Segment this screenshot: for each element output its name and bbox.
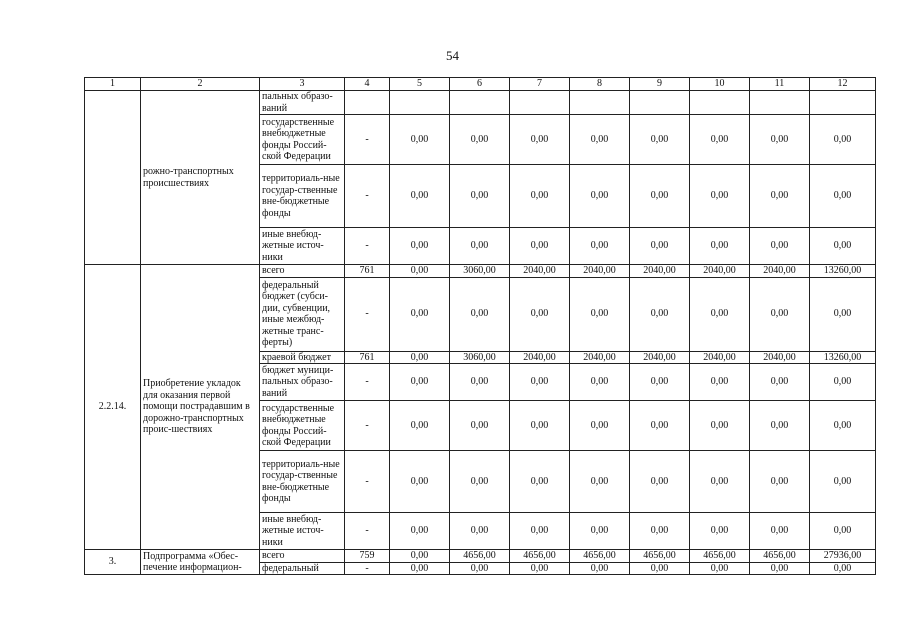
header-cell: 5	[390, 78, 450, 91]
amount-cell: 2040,00	[570, 351, 630, 364]
header-cell: 3	[260, 78, 345, 91]
amount-cell: 0,00	[390, 165, 450, 228]
amount-cell: 0,00	[390, 401, 450, 451]
funding-source: всего	[260, 550, 345, 563]
amount-cell: 0,00	[450, 451, 510, 513]
amount-cell: 4656,00	[750, 550, 810, 563]
amount-cell: 0,00	[810, 277, 876, 351]
funding-source: иные внебюд-жетные источ-ники	[260, 513, 345, 550]
item-name: рожно-транспортных происшествиях	[141, 91, 260, 265]
amount-cell: 0,00	[390, 351, 450, 364]
amount-cell: 0,00	[510, 115, 570, 165]
amount-cell: 0,00	[570, 513, 630, 550]
amount-cell: 4656,00	[450, 550, 510, 563]
funding-source: иные внебюд-жетные источ-ники	[260, 228, 345, 265]
amount-cell	[630, 91, 690, 115]
item-name: Подпрограмма «Обес-печение информацион-	[141, 550, 260, 575]
amount-cell: 0,00	[810, 228, 876, 265]
amount-cell: 0,00	[630, 451, 690, 513]
column-4-value	[345, 91, 390, 115]
amount-cell: 0,00	[630, 562, 690, 575]
amount-cell: 4656,00	[510, 550, 570, 563]
budget-table	[84, 77, 876, 575]
amount-cell: 0,00	[390, 277, 450, 351]
column-4-value: -	[345, 401, 390, 451]
amount-cell: 0,00	[510, 364, 570, 401]
amount-cell: 0,00	[690, 562, 750, 575]
amount-cell: 0,00	[390, 364, 450, 401]
amount-cell: 4656,00	[690, 550, 750, 563]
column-4-value: -	[345, 513, 390, 550]
amount-cell: 0,00	[390, 562, 450, 575]
amount-cell: 0,00	[750, 513, 810, 550]
amount-cell: 0,00	[750, 364, 810, 401]
amount-cell: 4656,00	[570, 550, 630, 563]
amount-cell	[750, 91, 810, 115]
header-cell: 12	[810, 78, 876, 91]
amount-cell: 0,00	[630, 277, 690, 351]
amount-cell: 0,00	[630, 513, 690, 550]
amount-cell: 0,00	[390, 228, 450, 265]
amount-cell: 13260,00	[810, 351, 876, 364]
amount-cell: 0,00	[750, 228, 810, 265]
amount-cell: 0,00	[690, 401, 750, 451]
amount-cell: 0,00	[390, 513, 450, 550]
amount-cell: 0,00	[510, 165, 570, 228]
funding-source: бюджет муници-пальных образо-ваний	[260, 364, 345, 401]
funding-source: федеральный бюджет (субси-дии, субвенции, иные межбюд-жетные транс-ферты)	[260, 277, 345, 351]
table-body	[85, 78, 876, 575]
amount-cell: 0,00	[810, 115, 876, 165]
header-cell: 2	[141, 78, 260, 91]
table-row	[85, 91, 876, 115]
column-4-value: -	[345, 228, 390, 265]
amount-cell: 0,00	[810, 562, 876, 575]
header-cell: 8	[570, 78, 630, 91]
table-row	[85, 265, 876, 278]
funding-source: территориаль-ные государ-ственные вне-бюджетные фонды	[260, 165, 345, 228]
column-4-value: -	[345, 451, 390, 513]
amount-cell: 0,00	[510, 277, 570, 351]
amount-cell: 0,00	[450, 115, 510, 165]
amount-cell: 0,00	[690, 228, 750, 265]
amount-cell: 0,00	[510, 401, 570, 451]
amount-cell: 0,00	[630, 165, 690, 228]
amount-cell: 0,00	[810, 165, 876, 228]
table-row	[85, 550, 876, 563]
amount-cell: 0,00	[390, 550, 450, 563]
column-4-value: -	[345, 277, 390, 351]
amount-cell: 0,00	[570, 115, 630, 165]
amount-cell: 0,00	[810, 401, 876, 451]
amount-cell: 0,00	[450, 228, 510, 265]
item-name: Приобретение укладок для оказания первой помощи пострадавшим в дорожно-транспортных проис-шествиях	[141, 265, 260, 550]
item-code: 3.	[85, 550, 141, 575]
amount-cell: 0,00	[390, 115, 450, 165]
amount-cell: 0,00	[570, 451, 630, 513]
amount-cell: 0,00	[630, 115, 690, 165]
funding-source: государственные внебюджетные фонды Россий-ской Федерации	[260, 115, 345, 165]
column-4-value: -	[345, 562, 390, 575]
amount-cell: 0,00	[630, 228, 690, 265]
amount-cell: 0,00	[630, 401, 690, 451]
amount-cell	[510, 91, 570, 115]
amount-cell: 4656,00	[630, 550, 690, 563]
funding-source: федеральный	[260, 562, 345, 575]
header-cell: 1	[85, 78, 141, 91]
amount-cell: 0,00	[450, 277, 510, 351]
amount-cell: 0,00	[510, 451, 570, 513]
header-cell: 4	[345, 78, 390, 91]
amount-cell: 0,00	[450, 165, 510, 228]
amount-cell: 0,00	[450, 401, 510, 451]
amount-cell: 0,00	[750, 562, 810, 575]
amount-cell: 0,00	[390, 451, 450, 513]
column-4-value: -	[345, 165, 390, 228]
amount-cell: 0,00	[750, 277, 810, 351]
amount-cell: 2040,00	[750, 351, 810, 364]
amount-cell: 3060,00	[450, 265, 510, 278]
header-cell: 7	[510, 78, 570, 91]
amount-cell: 2040,00	[630, 265, 690, 278]
amount-cell: 0,00	[510, 513, 570, 550]
amount-cell: 0,00	[570, 228, 630, 265]
amount-cell	[390, 91, 450, 115]
funding-source: краевой бюджет	[260, 351, 345, 364]
amount-cell: 0,00	[570, 277, 630, 351]
amount-cell: 0,00	[690, 451, 750, 513]
item-code: 2.2.14.	[85, 265, 141, 550]
amount-cell: 2040,00	[630, 351, 690, 364]
header-cell: 6	[450, 78, 510, 91]
amount-cell: 2040,00	[570, 265, 630, 278]
amount-cell: 2040,00	[690, 351, 750, 364]
amount-cell: 0,00	[750, 451, 810, 513]
amount-cell: 13260,00	[810, 265, 876, 278]
header-cell: 11	[750, 78, 810, 91]
amount-cell: 0,00	[570, 364, 630, 401]
column-4-value: 761	[345, 265, 390, 278]
header-cell: 9	[630, 78, 690, 91]
amount-cell: 0,00	[450, 562, 510, 575]
amount-cell	[810, 91, 876, 115]
item-code	[85, 91, 141, 265]
amount-cell: 0,00	[630, 364, 690, 401]
amount-cell: 0,00	[570, 165, 630, 228]
amount-cell: 0,00	[450, 364, 510, 401]
amount-cell: 0,00	[690, 277, 750, 351]
amount-cell: 0,00	[750, 401, 810, 451]
funding-source: всего	[260, 265, 345, 278]
funding-source: пальных образо-ваний	[260, 91, 345, 115]
amount-cell: 0,00	[690, 115, 750, 165]
page-number: 54	[446, 48, 459, 63]
amount-cell: 2040,00	[690, 265, 750, 278]
amount-cell: 0,00	[390, 265, 450, 278]
amount-cell: 0,00	[570, 562, 630, 575]
amount-cell	[570, 91, 630, 115]
column-4-value: 759	[345, 550, 390, 563]
amount-cell: 0,00	[810, 513, 876, 550]
amount-cell: 0,00	[570, 401, 630, 451]
amount-cell: 27936,00	[810, 550, 876, 563]
amount-cell	[690, 91, 750, 115]
column-4-value: -	[345, 115, 390, 165]
amount-cell: 2040,00	[750, 265, 810, 278]
amount-cell: 0,00	[810, 451, 876, 513]
amount-cell: 0,00	[510, 228, 570, 265]
amount-cell: 0,00	[750, 165, 810, 228]
amount-cell: 2040,00	[510, 351, 570, 364]
amount-cell: 3060,00	[450, 351, 510, 364]
header-cell: 10	[690, 78, 750, 91]
amount-cell: 2040,00	[510, 265, 570, 278]
amount-cell: 0,00	[690, 165, 750, 228]
amount-cell: 0,00	[750, 115, 810, 165]
funding-source: территориаль-ные государ-ственные вне-бюджетные фонды	[260, 451, 345, 513]
column-4-value: 761	[345, 351, 390, 364]
amount-cell: 0,00	[690, 364, 750, 401]
column-number-header	[85, 78, 876, 91]
amount-cell: 0,00	[510, 562, 570, 575]
column-4-value: -	[345, 364, 390, 401]
amount-cell	[450, 91, 510, 115]
funding-source: государственные внебюджетные фонды Россий-ской Федерации	[260, 401, 345, 451]
amount-cell: 0,00	[690, 513, 750, 550]
amount-cell: 0,00	[450, 513, 510, 550]
amount-cell: 0,00	[810, 364, 876, 401]
